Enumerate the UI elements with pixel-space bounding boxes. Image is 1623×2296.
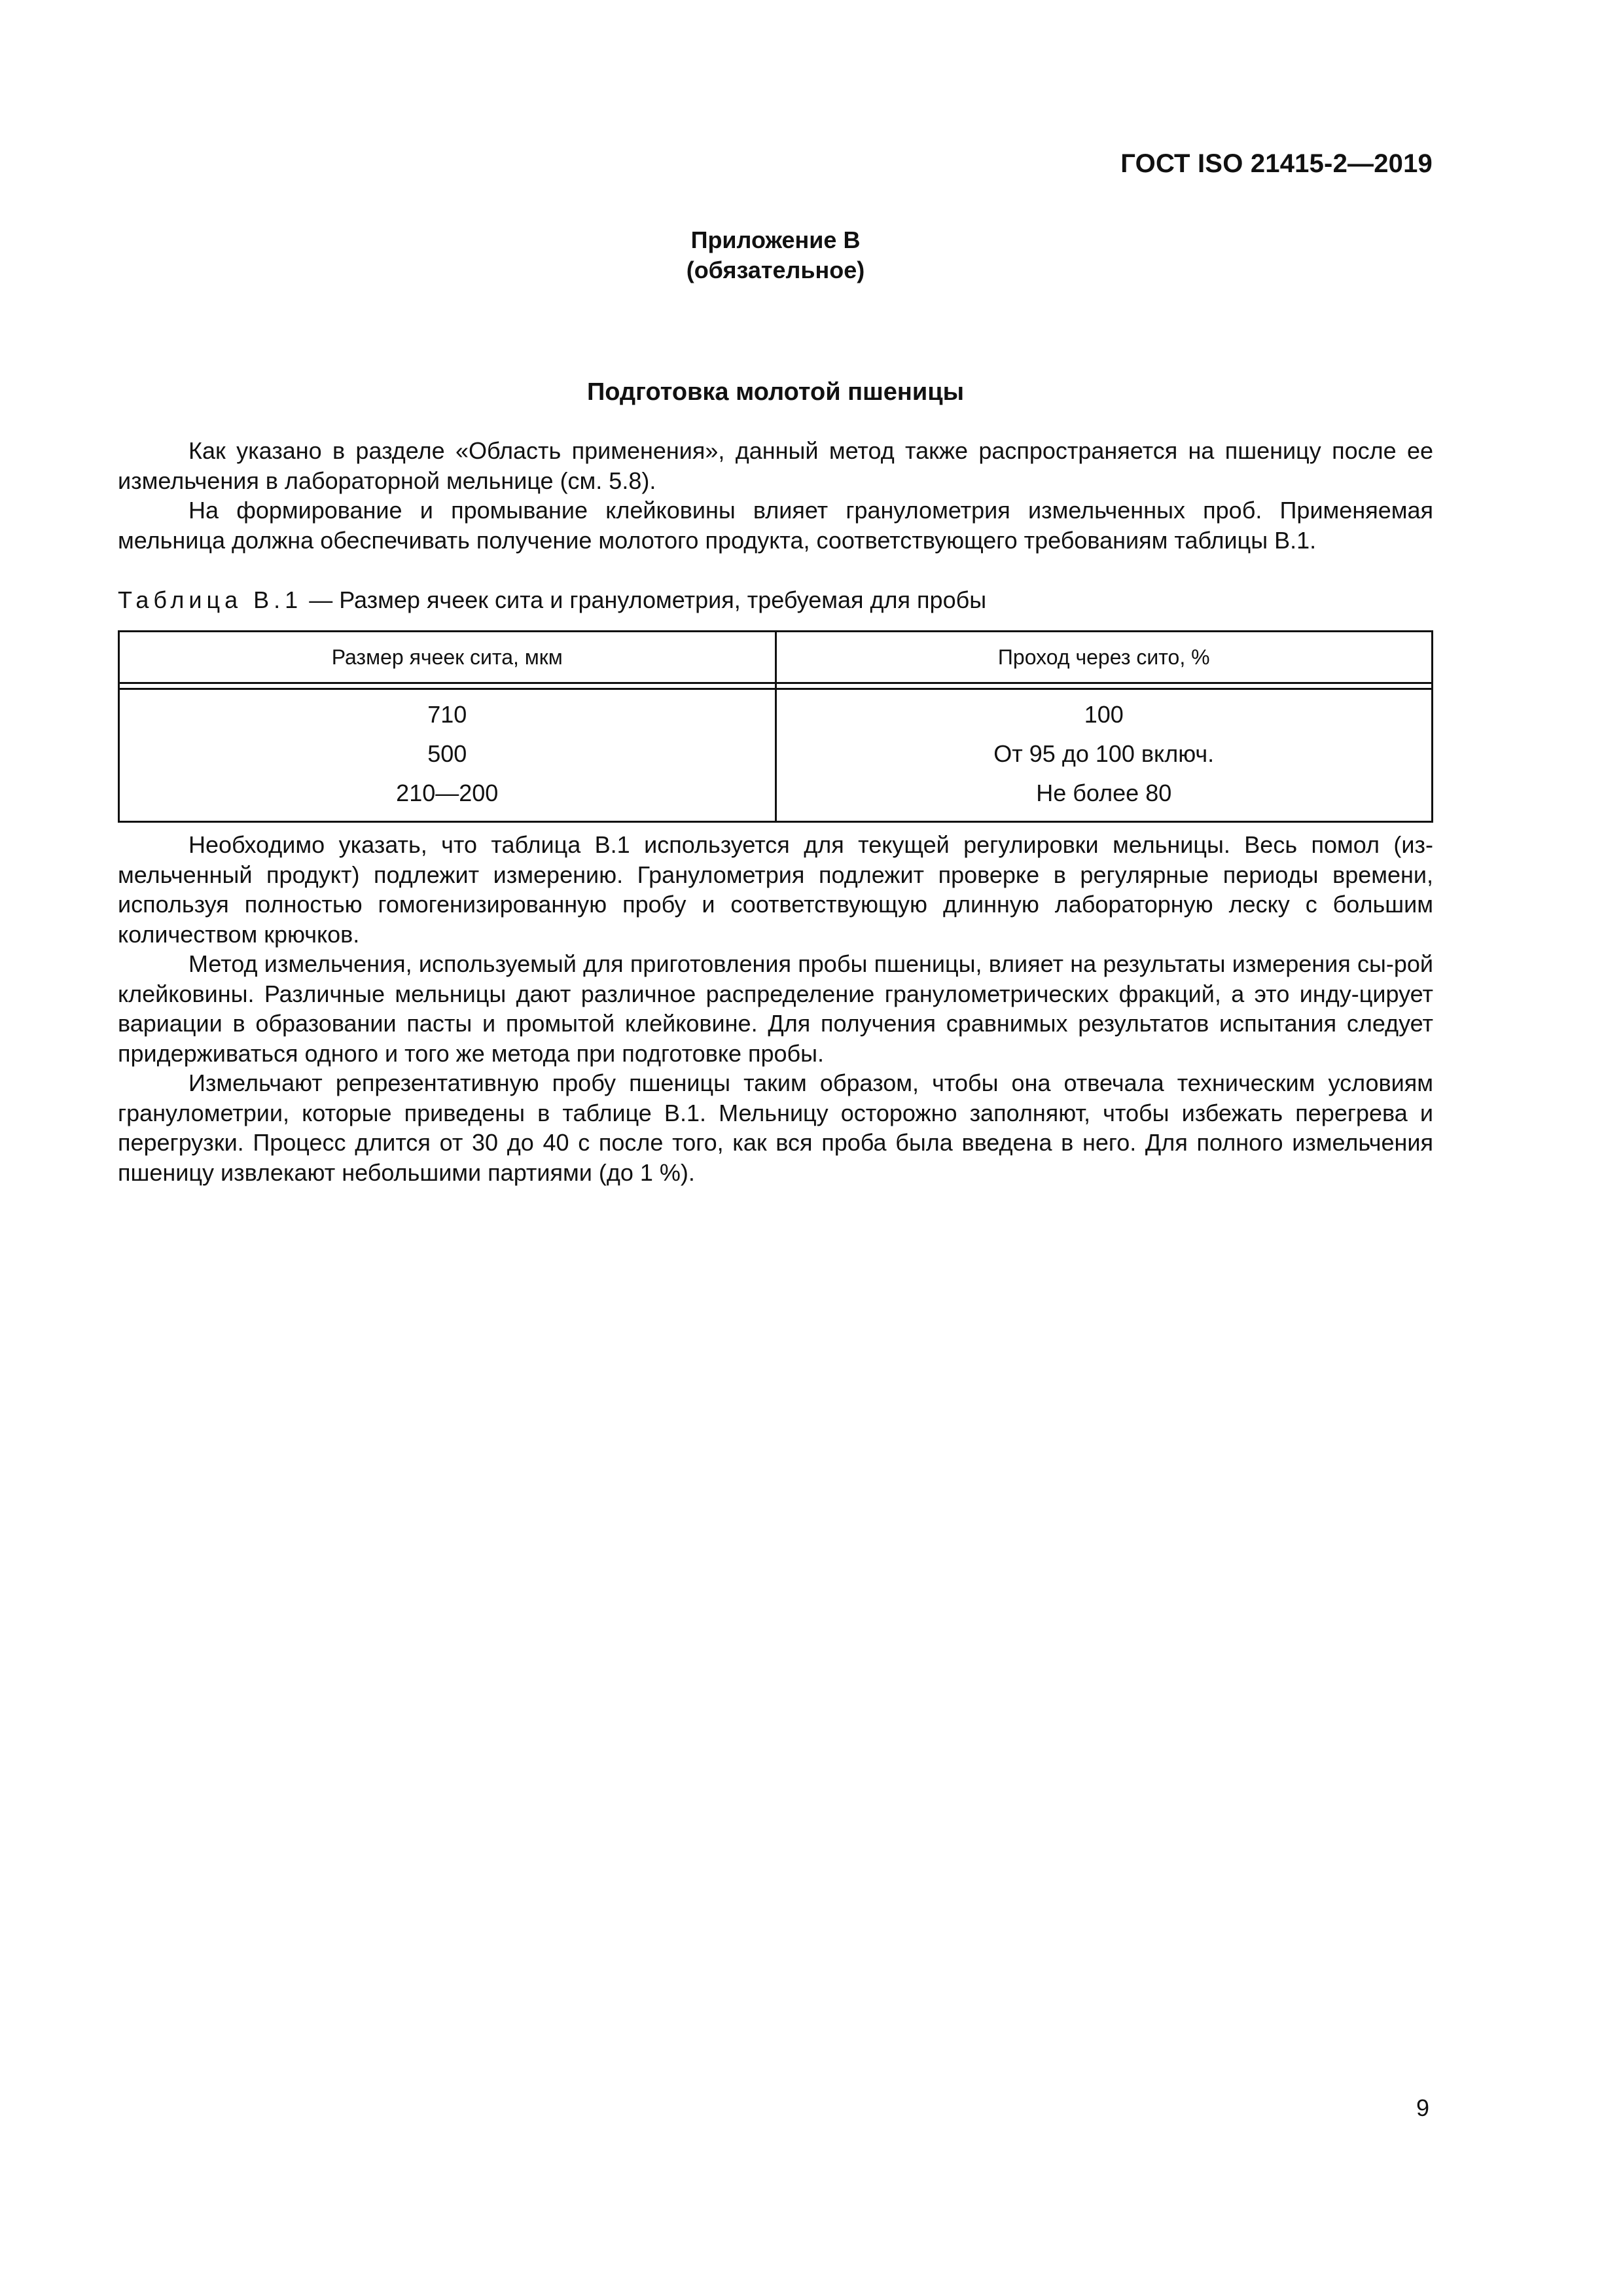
table-value: 100 [1084, 701, 1124, 728]
appendix-heading [118, 225, 1433, 285]
table-header-sieve-size: Размер ячеек сита, мкм [119, 632, 776, 683]
table-header-row [119, 632, 1433, 683]
page-number: 9 [1416, 2094, 1429, 2121]
table-header-passage: Проход через сито, % [776, 632, 1433, 683]
table-value: От 95 до 100 включ. [993, 740, 1215, 767]
table-value: 210—200 [396, 780, 499, 806]
appendix-title: Приложение В [690, 226, 861, 253]
table-value: 710 [427, 701, 467, 728]
table-caption-text: — Размер ячеек сита и гранулометрия, требуемая для пробы [302, 586, 987, 613]
table-header-separator [119, 683, 1433, 689]
document-code: ГОСТ ISO 21415-2—2019 [1120, 149, 1433, 178]
appendix-status: (обязательное) [686, 257, 865, 283]
table-cell-passage [776, 689, 1433, 822]
intro-text [118, 436, 1433, 555]
table-row [119, 689, 1433, 822]
table-caption-label: Таблица В.1 [118, 586, 303, 613]
table-value: 500 [427, 740, 467, 767]
separator-cell [119, 683, 776, 689]
section-title: Подготовка молотой пшеницы [586, 378, 965, 406]
sieve-size-table [118, 630, 1433, 823]
paragraph: На формирование и промывание клейковины влияет гранулометрия измельченных проб. Применяемая мельница должна обеспечивать получение молотого продукта, соответствующего требованиям таблицы В.1. [118, 497, 1433, 554]
paragraph: Измельчают репрезентативную пробу пшеницы таким образом, чтобы она отвечала техническим условиям гранулометрии, которые приведены в таблице В.1. Мельницу осторожно заполняют, чтобы избежать перегрева и перегрузки. Процесс длится от 30 до 40 с после того, как вся проба была введена в него. Для полного измельчения пшеницу извлекают небольшими партиями (до 1 %). [118, 1069, 1433, 1186]
paragraph: Метод измельчения, используемый для приготовления пробы пшеницы, влияет на результаты измерения сы-рой клейковины. Различные мельницы дают различное распределение гранулометрических фракций, а это инду-цирует вариации в образовании пасты и промытой клейковине. Для получения сравнимых результатов испытания следует придерживаться одного и того же метода при подготовке пробы. [118, 950, 1433, 1067]
paragraph: Как указано в разделе «Область применения», данный метод также распространяется на пшеницу после ее измельчения в лабораторной мельнице (см. 5.8). [118, 437, 1433, 494]
separator-cell [776, 683, 1433, 689]
body-text [118, 830, 1433, 1187]
table-value: Не более 80 [1036, 780, 1172, 806]
table-caption [118, 586, 1433, 614]
paragraph: Необходимо указать, что таблица В.1 используется для текущей регулировки мельницы. Весь помол (из-мельченный продукт) подлежит измерению. Гранулометрия подлежит проверке в регулярные периоды времени, используя полностью гомогенизированную пробу и соответствующую длинную лабораторную леску с большим количеством крючков. [118, 831, 1433, 948]
table-cell-sieve-sizes [119, 689, 776, 822]
